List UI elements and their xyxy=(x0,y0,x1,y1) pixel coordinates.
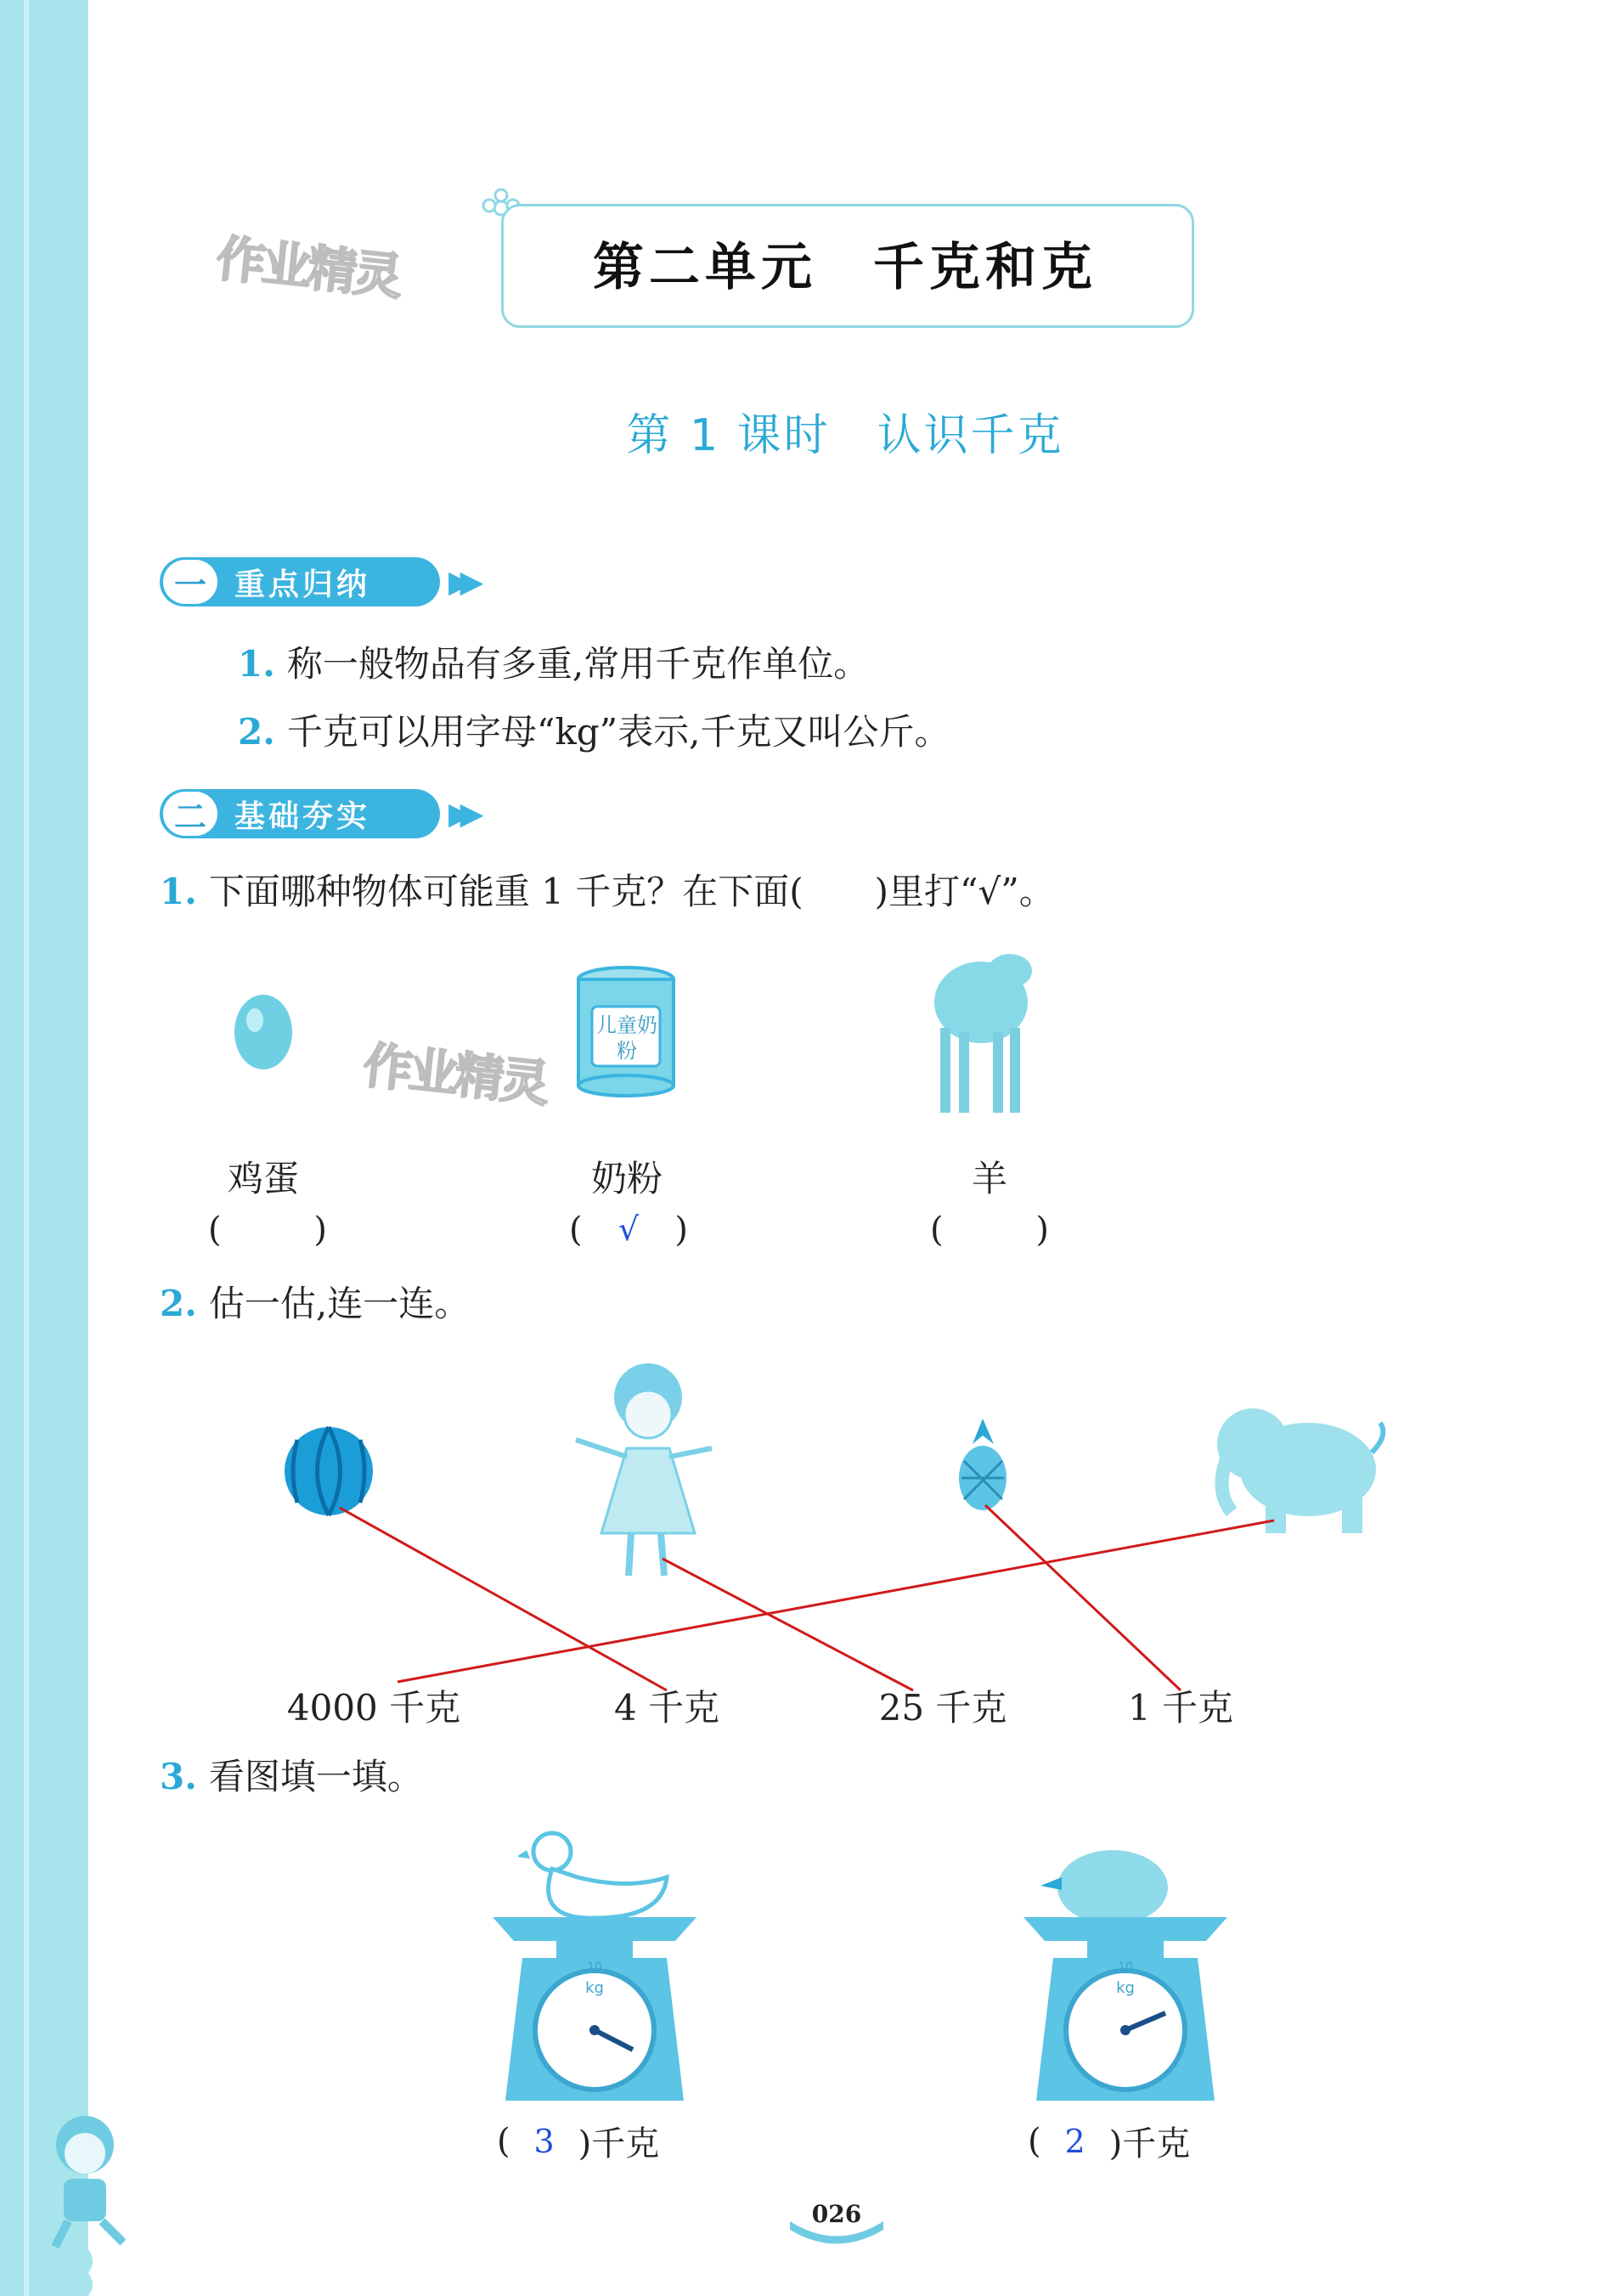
option-label-sheep: 羊 xyxy=(971,1158,1007,1199)
double-arrow-icon: ▶▶ xyxy=(448,796,472,832)
match-line-girl xyxy=(663,1559,913,1690)
section-number: 一 xyxy=(163,560,217,604)
section-number: 二 xyxy=(163,792,217,836)
scale-top-mark: 10 xyxy=(587,1960,602,1974)
answer-blank-duck[interactable]: ( 3 )千克 xyxy=(497,2121,660,2163)
key-point-2: 2. 千克可以用字母“kg”表示,千克又叫公斤。 xyxy=(238,711,950,753)
unit-title: 第二单元 千克和克 xyxy=(593,238,1097,297)
option-label-egg: 鸡蛋 xyxy=(227,1158,299,1199)
question-1: 1. 下面哪种物体可能重 1 千克？在下面( )里打“√”。 xyxy=(160,871,1055,912)
weighing-scale-icon xyxy=(1019,1907,1232,2115)
answer-blank-sheep[interactable]: ( ) xyxy=(930,1210,1049,1250)
can-label: 儿童奶粉 xyxy=(596,1013,657,1063)
weighing-scale-icon xyxy=(488,1907,701,2115)
boy-mascot-icon xyxy=(34,2107,144,2251)
option-label-milk: 奶粉 xyxy=(590,1158,663,1199)
match-line-pineapple xyxy=(985,1505,1181,1690)
scale-top-mark: 10 xyxy=(1118,1960,1133,1974)
weight-label-4[interactable]: 4 千克 xyxy=(613,1687,720,1729)
answer-blank-milk[interactable]: ( √ ) xyxy=(569,1210,688,1250)
answer-blank-egg[interactable]: ( ) xyxy=(208,1210,327,1250)
weight-label-4000[interactable]: 4000 千克 xyxy=(286,1687,461,1729)
watermark: 作业精灵 xyxy=(213,228,403,307)
weight-label-1[interactable]: 1 千克 xyxy=(1127,1687,1234,1729)
lesson-title: 第 1 课时 认识千克 xyxy=(626,410,1064,461)
scale-unit: kg xyxy=(1116,1979,1135,1997)
match-line-elephant xyxy=(398,1520,1274,1682)
page-number: 026 xyxy=(811,2200,862,2228)
section-title: 基础夯实 xyxy=(234,798,371,834)
answer-blank-melon[interactable]: ( 2 )千克 xyxy=(1028,2121,1191,2163)
double-arrow-icon: ▶▶ xyxy=(448,564,472,600)
question-3: 3. 看图填一填。 xyxy=(160,1756,423,1797)
key-point-1: 1. 称一般物品有多重,常用千克作单位。 xyxy=(238,643,870,685)
scale-unit: kg xyxy=(585,1979,604,1997)
question-2: 2. 估一估,连一连。 xyxy=(160,1283,471,1324)
section-title: 重点归纳 xyxy=(234,567,371,602)
watermark: 作业精灵 xyxy=(360,1035,550,1114)
weight-label-25[interactable]: 25 千克 xyxy=(878,1687,1007,1729)
